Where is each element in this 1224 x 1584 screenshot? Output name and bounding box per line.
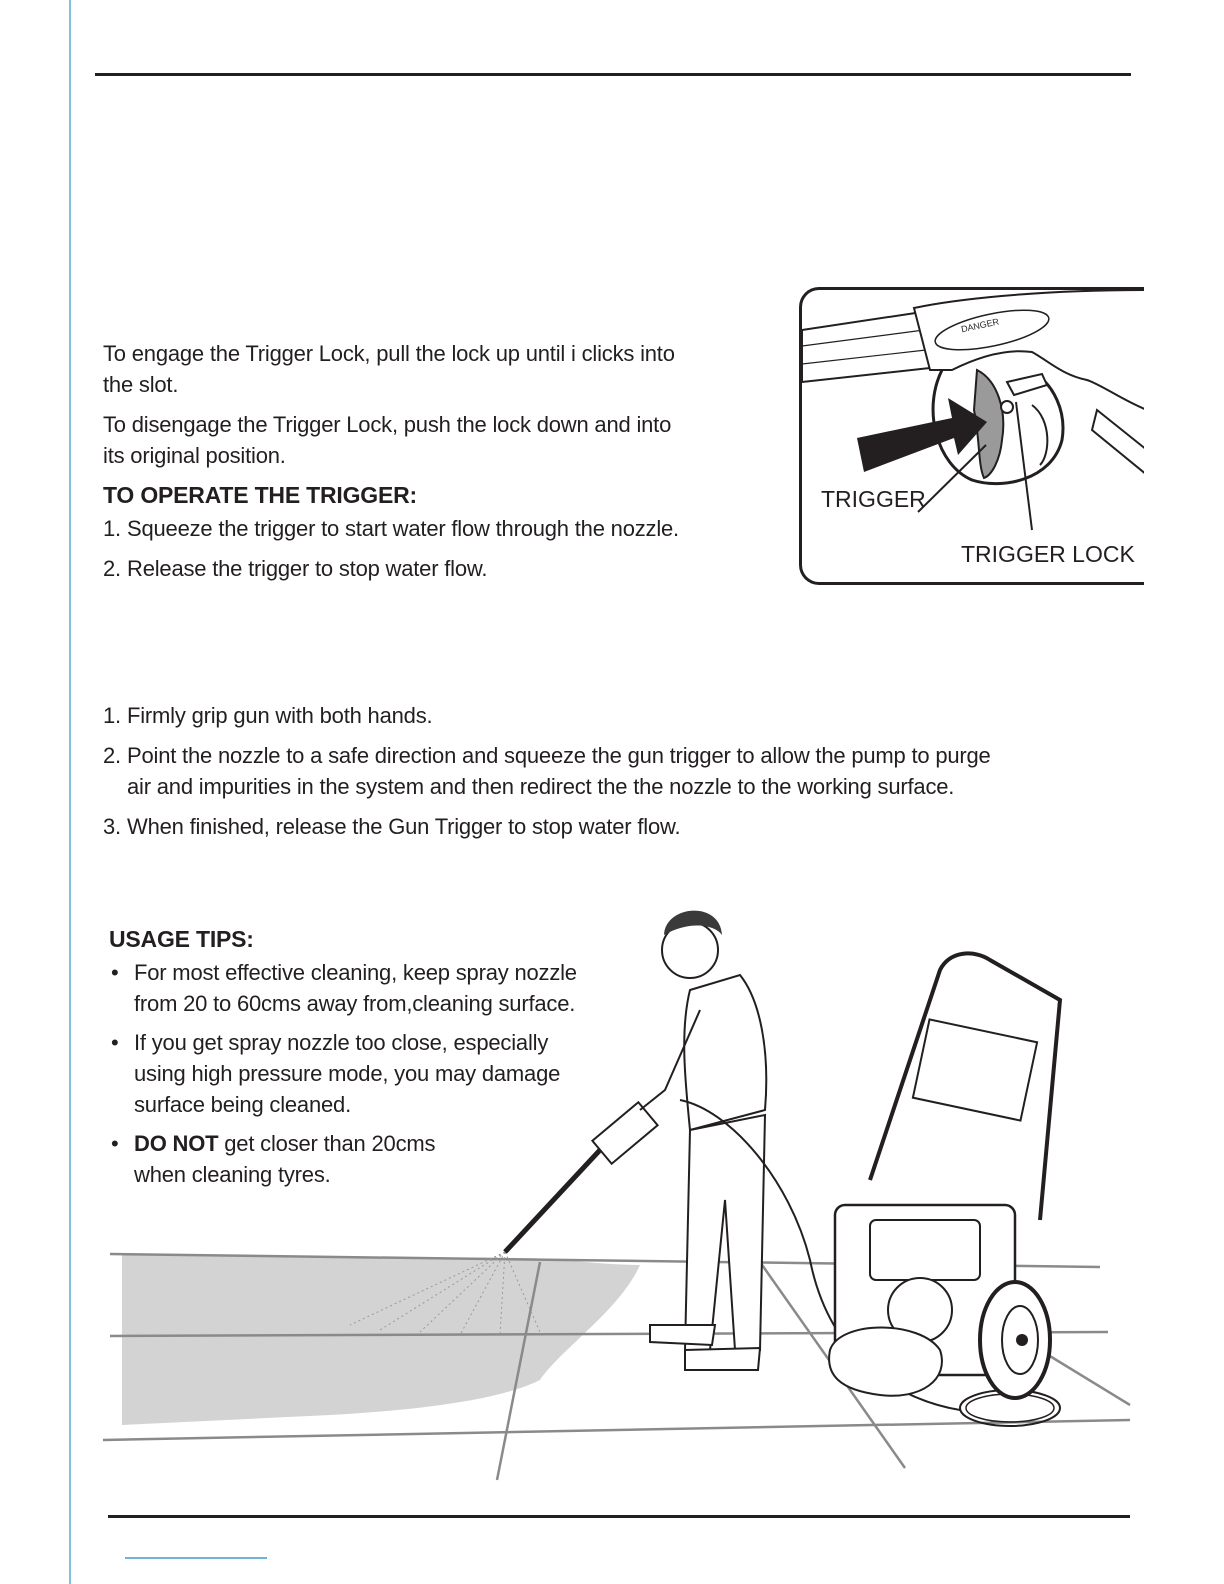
bullet-icon: • [111,1131,119,1156]
operate-trigger-heading: TO OPERATE THE TRIGGER: [103,482,418,508]
step-text: Point the nozzle to a safe direction and squeeze the gun trigger to allow the pump to purge air and impurities in the system and then redirect the the nozzle to the working surface. [127,743,991,799]
list-item [103,700,1003,731]
list-item [103,740,997,802]
trigger-callout: TRIGGER [821,486,926,512]
tip-text: get closer than 20cms when cleaning tyres. [134,1131,436,1187]
spray-steps [103,700,1003,842]
step-number: 2. [103,556,121,581]
list-item [109,1027,574,1120]
disengage-instructions: To disengage the Trigger Lock, push the lock down and into its original position. [103,412,672,468]
trigger-lock-section [103,338,688,593]
tip-text: If you get spray nozzle too close, especially using high pressure mode, you may damage surface being cleaned. [134,1030,561,1117]
bullet-icon: • [111,960,119,985]
footer-rule [108,1515,1130,1518]
usage-tips-section [109,924,609,1198]
list-item [103,811,1003,842]
step-number: 2. [103,743,121,768]
spray-operation-section [103,700,1003,851]
tip-text: For most effective cleaning, keep spray nozzle from 20 to 60cms away from,cleaning surface. [134,960,577,1016]
step-text: When finished, release the Gun Trigger to stop water flow. [127,814,681,839]
step-text: Squeeze the trigger to start water flow through the nozzle. [127,516,679,541]
list-item [103,553,688,584]
tip-emphasis: DO NOT [134,1131,219,1156]
footer-accent-line [125,1557,267,1559]
step-number: 1. [103,703,121,728]
engage-instructions: To engage the Trigger Lock, pull the lock up until i clicks into the slot. [103,341,675,397]
trigger-lock-callout: TRIGGER LOCK [961,541,1135,567]
step-text: Firmly grip gun with both hands. [127,703,433,728]
step-text: Release the trigger to stop water flow. [127,556,488,581]
list-item [109,1128,464,1190]
operate-trigger-steps [103,513,688,584]
danger-text: DANGER [960,316,1000,335]
usage-tips-list [109,957,609,1190]
list-item [109,957,604,1019]
step-number: 3. [103,814,121,839]
list-item [103,513,688,544]
trigger-lock-figure [799,287,1144,585]
step-number: 1. [103,516,121,541]
header-rule [95,73,1131,76]
usage-tips-heading: USAGE TIPS: [109,926,254,952]
bullet-icon: • [111,1030,119,1055]
